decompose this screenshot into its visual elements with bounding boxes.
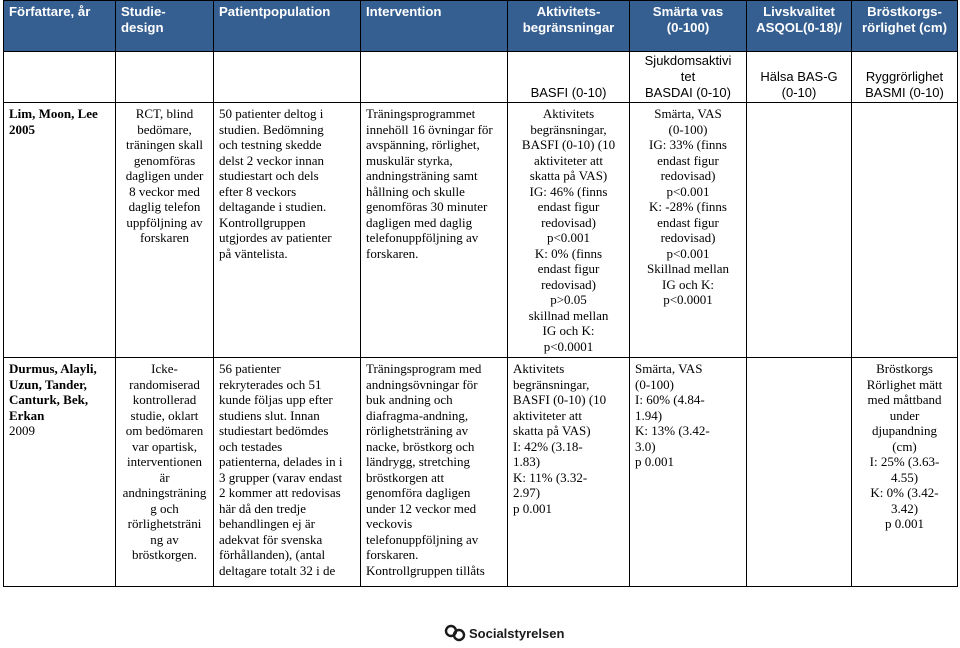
- table-header-row: [4, 1, 958, 52]
- author-names: Durmus, Alayli, Uzun, Tander, Canturk, Bek, Erkan: [9, 361, 97, 423]
- subheader-empty-4: [361, 52, 508, 103]
- header-population: Patientpopulation: [214, 1, 361, 52]
- intervention-cell: Träningsprogram med andningsövningar för buk andning och diafragma-andning, rörlighetsträning av nacke, bröstkorg och ländrygg, stretching bröstkorgen att genomföra dagligen under 12 veckor med veckovis telefonuppföljning av forskaren. Kontrollgruppen tillåts: [361, 358, 508, 587]
- pain-cell: Smärta, VAS (0-100) I: 60% (4.84- 1.94) K: 13% (3.42- 3.0) p 0.001: [630, 358, 747, 587]
- subheader-empty-1: [4, 52, 116, 103]
- header-quality: Livskvalitet ASQOL(0-18)/: [747, 1, 852, 52]
- chest-cell: [852, 103, 958, 358]
- population-cell: 56 patienter rekryterades och 51 kunde följas upp efter studiens slut. Innan studiestart bedömdes och testades patienterna, delades in i 3 grupper (varav endast 2 kommer att redovisas här då den tredje behandlingen ej är adekvat för svenska förhållanden), (antal deltagare totalt 32 i de: [214, 358, 361, 587]
- author-names: Lim, Moon, Lee: [9, 106, 98, 121]
- subheader-pain: Sjukdomsaktivi tet BASDAI (0-10): [630, 52, 747, 103]
- activity-cell: Aktivitets begränsningar, BASFI (0-10) (10 aktiviteter att skatta på VAS) IG: 46% (finns endast figur redovisad) p<0.001 K: 0% (finns endast figur redovisad) p>0.05 skillnad mellan IG och K: p<0.0001: [508, 103, 630, 358]
- subheader-empty-2: [116, 52, 214, 103]
- pain-cell: Smärta, VAS (0-100) IG: 33% (finns endast figur redovisad) p<0.001 K: -28% (finns endast figur redovisad) p<0.001 Skillnad mellan IG och K: p<0.0001: [630, 103, 747, 358]
- header-chest: Bröstkorgs- rörlighet (cm): [852, 1, 958, 52]
- table-row: [4, 358, 958, 587]
- subheader-activity: BASFI (0-10): [508, 52, 630, 103]
- quality-cell: [747, 103, 852, 358]
- subheader-empty-3: [214, 52, 361, 103]
- design-cell: Icke- randomiserad kontrollerad studie, oklart om bedömaren var opartisk, interventionen är andningsträning g och rörlighetsträni ng av bröstkorgen.: [116, 358, 214, 587]
- header-intervention: Intervention: [361, 1, 508, 52]
- subheader-quality: Hälsa BAS-G (0-10): [747, 52, 852, 103]
- author-cell: [4, 103, 116, 358]
- subheader-chest: Ryggrörlighet BASMI (0-10): [852, 52, 958, 103]
- header-author: Författare, år: [4, 1, 116, 52]
- author-year: 2009: [9, 423, 35, 438]
- header-design: Studie- design: [116, 1, 214, 52]
- activity-cell: Aktivitets begränsningar, BASFI (0-10) (10 aktiviteter att skatta på VAS) I: 42% (3.18- 1.83) K: 11% (3.32- 2.97) p 0.001: [508, 358, 630, 587]
- table-subheader-row: [4, 52, 958, 103]
- author-year: 2005: [9, 121, 35, 137]
- socialstyrelsen-logo-icon: [444, 624, 466, 642]
- population-cell: 50 patienter deltog i studien. Bedömning och testning skedde delst 2 veckor innan studiestart och dels efter 8 veckors deltagande i studien. Kontrollgruppen utgjordes av patienter på väntelista.: [214, 103, 361, 358]
- author-cell: [4, 358, 116, 587]
- table-row: [4, 103, 958, 358]
- header-pain: Smärta vas (0-100): [630, 1, 747, 52]
- intervention-cell: Träningsprogrammet innehöll 16 övningar för avspänning, rörlighet, muskulär styrka, andningsträning samt hållning och skulle genomföras 30 minuter dagligen med daglig telefonuppföljning av forskaren.: [361, 103, 508, 358]
- footer-brand: Socialstyrelsen: [469, 625, 565, 641]
- header-activity: Aktivitets- begränsningar: [508, 1, 630, 52]
- studies-table: [3, 0, 958, 587]
- footer-logo: [444, 624, 564, 642]
- quality-cell: [747, 358, 852, 587]
- design-cell: RCT, blind bedömare, träningen skall genomföras dagligen under 8 veckor med daglig telefon uppföljning av forskaren: [116, 103, 214, 358]
- chest-cell: Bröstkorgs Rörlighet mätt med måttband under djupandning (cm) I: 25% (3.63- 4.55) K: 0% (3.42- 3.42) p 0.001: [852, 358, 958, 587]
